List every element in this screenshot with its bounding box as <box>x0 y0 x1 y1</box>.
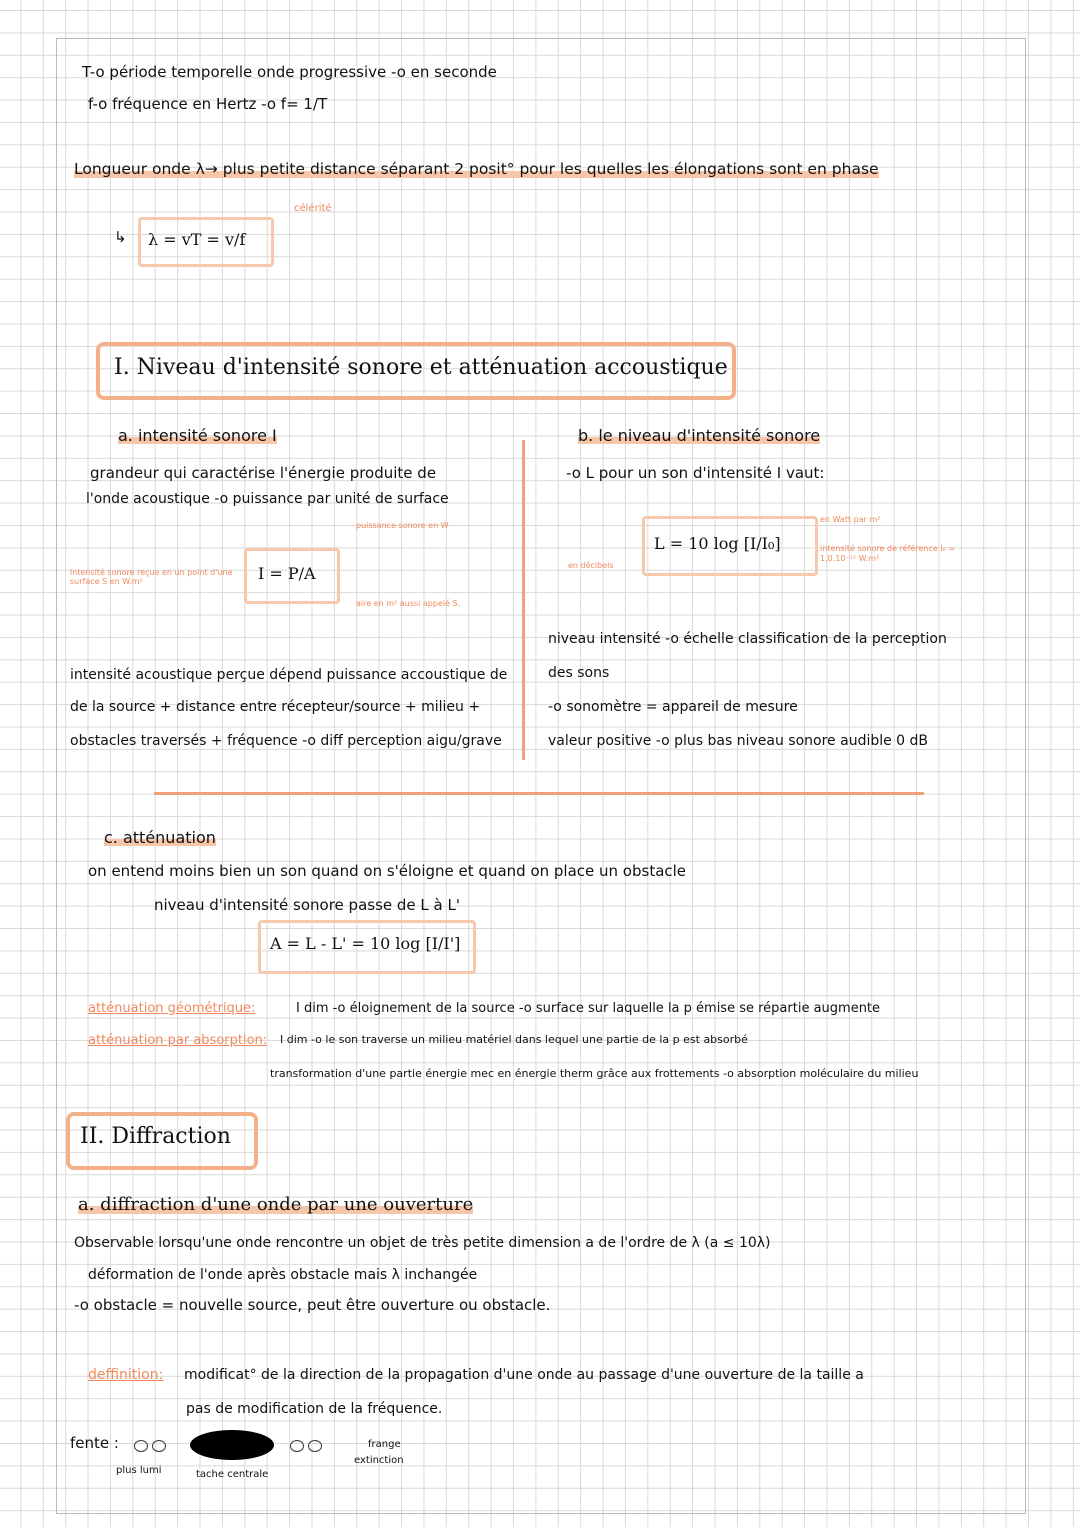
celerity-label: célérité <box>294 203 332 214</box>
diffraction-line2: déformation de l'onde après obstacle mais λ inchangée <box>88 1267 478 1283</box>
arrow-icon: ↳ <box>114 228 127 246</box>
extinction-label: extinction <box>354 1455 404 1466</box>
intensity-line2: l'onde acoustique -o puissance par unité de surface <box>86 491 449 507</box>
intensity-line1: grandeur qui caractérise l'énergie produite de <box>90 464 437 482</box>
absorption-attenuation-text2: transformation d'une partie énergie mec en énergie therm grâce aux frottements -o absorption moléculaire du milieu <box>270 1067 919 1080</box>
acoustic-para2: de la source + distance entre récepteur/source + milieu + <box>70 699 481 715</box>
central-spot-label: tache centrale <box>196 1469 269 1480</box>
subsection-diffraction-a-title: a. diffraction d'une onde par une ouverture <box>78 1194 474 1215</box>
note-watt: en Watt par m² <box>820 515 881 524</box>
central-spot-icon <box>190 1430 274 1460</box>
fringe-dot-icon <box>134 1440 148 1452</box>
note-power: puissance sonore en W <box>356 521 449 530</box>
definition-label: deffinition: <box>88 1367 164 1383</box>
fringe-dot-icon <box>308 1440 322 1452</box>
frequency-definition: f-o fréquence en Hertz -o f= 1/T <box>88 95 328 113</box>
attenuation-line1: on entend moins bien un son quand on s'éloigne et quand on place un obstacle <box>88 862 687 880</box>
slit-label: fente : <box>70 1434 119 1452</box>
fringe-dot-icon <box>290 1440 304 1452</box>
fringe-dot-icon <box>152 1440 166 1452</box>
geometric-attenuation-label: atténuation géométrique: <box>88 1001 256 1016</box>
acoustic-para1: intensité acoustique perçue dépend puissance accoustique de <box>70 667 508 683</box>
wavelength-definition: Longueur onde λ→ plus petite distance séparant 2 posit° pour les quelles les élongations sont en phase <box>74 160 879 178</box>
attenuation-line2: niveau d'intensité sonore passe de L à L' <box>154 896 460 914</box>
diffraction-line1: Observable lorsqu'une onde rencontre un objet de très petite dimension a de l'ordre de λ (a ≤ 10λ) <box>74 1235 771 1251</box>
level-line1: -o L pour un son d'intensité I vaut: <box>566 464 825 482</box>
diffraction-line3: -o obstacle = nouvelle source, peut être ouverture ou obstacle. <box>74 1296 551 1314</box>
section2-title: II. Diffraction <box>80 1124 231 1149</box>
acoustic-para3: obstacles traversés + fréquence -o diff perception aigu/grave <box>70 733 502 749</box>
section1-title: I. Niveau d'intensité sonore et atténuation accoustique <box>114 355 728 380</box>
definition-text2: pas de modification de la fréquence. <box>186 1401 443 1417</box>
brighter-label: plus lumi <box>116 1465 162 1476</box>
section-divider <box>154 792 924 795</box>
subsection-c-title: c. atténuation <box>104 828 216 847</box>
absorption-attenuation-text: I dim -o le son traverse un milieu matériel dans lequel une partie de la p est absorbé <box>280 1033 748 1046</box>
intensity-formula: I = P/A <box>258 564 316 583</box>
attenuation-formula: A = L - L' = 10 log [I/I'] <box>270 934 461 953</box>
column-divider <box>522 440 525 760</box>
fringe-label: frange <box>368 1439 401 1450</box>
note-reference: intensité sonore de référence I₀ = 1,0.10⁻¹² W.m² <box>820 544 956 563</box>
wavelength-formula: λ = vT = v/f <box>148 230 246 249</box>
level-para4: valeur positive -o plus bas niveau sonore audible 0 dB <box>548 733 929 749</box>
level-para1: niveau intensité -o échelle classification de la perception <box>548 631 947 647</box>
subsection-a-title: a. intensité sonore I <box>118 426 277 445</box>
level-para2: des sons <box>548 665 610 681</box>
absorption-attenuation-label: atténuation par absorption: <box>88 1033 268 1048</box>
note-intensity: intensité sonore reçue en un point d'une surface S en W.m² <box>70 568 233 587</box>
note-area: aire en m² aussi appelé S. <box>356 599 461 608</box>
definition-text: modificat° de la direction de la propagation d'une onde au passage d'une ouverture de la taille a <box>184 1367 864 1383</box>
note-decibels: en décibels <box>568 561 614 570</box>
geometric-attenuation-text: I dim -o éloignement de la source -o surface sur laquelle la p émise se répartie augmente <box>296 1001 881 1016</box>
period-definition: T-o période temporelle onde progressive -o en seconde <box>82 63 497 81</box>
level-formula: L = 10 log [I/I₀] <box>654 534 781 553</box>
level-para3: -o sonomètre = appareil de mesure <box>548 699 798 715</box>
subsection-b-title: b. le niveau d'intensité sonore <box>578 426 821 445</box>
